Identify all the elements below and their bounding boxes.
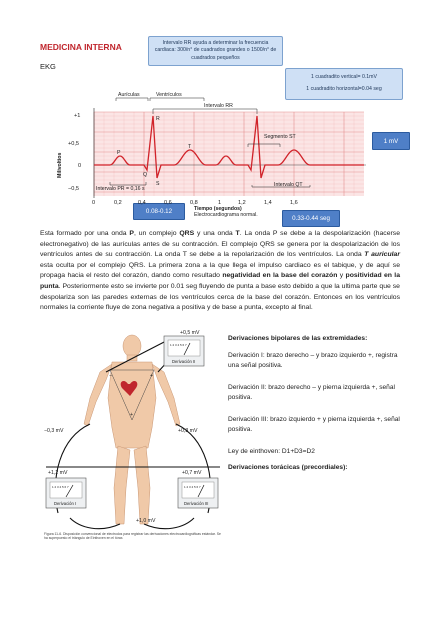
meter-scale: 1 2 3 4 5 6 7 [170,343,187,347]
text-run: y una onda [194,230,236,237]
body-paragraph [40,229,400,314]
voltage-bottom: +1,0 mV [136,518,156,524]
galvanometer-top [164,336,204,366]
x-tick: 0,2 [114,200,122,206]
label-p-wave: P [117,150,121,156]
one-mv-text: 1 mV [383,137,399,145]
x-tick: 1,6 [290,200,298,206]
voltage-top: +0,5 mV [180,330,200,336]
section-title: MEDICINA INTERNA [40,42,122,52]
label-intervalo-qt: Intervalo QT [274,182,303,188]
rr-info-callout [148,36,283,66]
derivacion-3-label: Derivación III [184,501,209,506]
triangle-minus-left: − [109,373,113,379]
derivacion-1-text: Derivación I: brazo derecho – y brazo izquierdo +, registra una señal positiva. [228,352,398,370]
qt-duration-text: 0.33-0.44 seg [292,215,330,222]
voltage-bottom-left: +1,2 mV [48,470,68,476]
label-segmento-st: Segmento ST [264,134,296,140]
derivacion-2-text: Derivación II: brazo derecho – y pierna izquierda +, señal positiva. [228,384,395,402]
y-axis-label: Milivoltios [57,152,63,178]
derivacion-1-label: Derivación I [54,501,77,506]
einthoven-text: Ley de einthoven: D1+D3=D2 [228,448,315,455]
y-tick: −0,5 [68,186,80,192]
y-tick: 0 [78,163,82,169]
text-run-bold: T [235,230,240,237]
text-run: , un complejo [134,230,180,237]
text-run-bold: QRS [179,230,195,237]
leads-figure [40,328,224,550]
x-tick: 1 [218,200,222,206]
x-axis-label: Tiempo (segundos) [194,206,242,212]
label-intervalo-pr: Intervalo PR = 0,16 s [96,186,145,192]
one-mv-callout [372,132,410,150]
triangle-plus-right: + [150,373,154,379]
derivacion-2-label: Derivación II [172,359,196,364]
text-run: esta oculta por el complejo QRS. La primera zona a la que llega el impulso cardiaco es el tabique, y de aquí se propaga hacia el resto del corazón, dando como resultado [40,261,400,280]
meter-scale: 1 2 3 4 5 6 7 [184,485,201,489]
galvanometer-left [46,478,86,508]
text-run: y [337,272,346,280]
label-t-wave: T [188,144,192,150]
y-tick: +0,5 [68,141,80,147]
figure-caption: Figura 11-6. Disposición convencional de electrodos para registrar las derivaciones electrocardiográficas estándar. Se ha superpuesto el triángulo de Einthoven en el tórax. [44,532,221,541]
text-run: Esta formado por una onda [40,230,130,237]
rr-info-text: Intervalo RR ayuda a determinar la frecuencia cardiaca: 300/n° de cuadrados grandes o 1500/n° de cuadrados pequeños [154,40,277,61]
label-q-wave: Q [143,172,148,178]
galvanometer-right [178,478,218,508]
x-tick: 0,6 [164,200,172,206]
text-run-bold: P [129,230,134,237]
heading-bipolares: Derivaciones bipolares de las extremidades: [228,335,368,342]
text-run-bold: negatividad en la base del corazón [222,272,338,280]
ecg-diagram [52,86,374,218]
label-intervalo-rr: Intervalo RR [204,103,233,109]
x-tick: 1,4 [264,200,272,206]
text-run: . Posteriormente esto se invierte por 0.01 seg fluyendo de punta a base esto debido a que la ultima parte que se despolariza son las paredes externas de los ventrículos cerca de la base del corazón. Entonces en los ventrículos normales la corriente fluye de zona negativa a positiva y de base a punta, excepto al final. [40,282,400,312]
squares-vertical-text: 1 cuadradito vertical= 0.1mV [311,74,377,81]
ecg-grid-bg [94,112,364,196]
x-tick: 0,4 [138,200,146,206]
x-tick: 0,8 [190,200,198,206]
voltage-right: +0,3 mV [178,428,198,434]
label-auriculas: Aurículas [118,92,140,98]
label-s-wave: S [156,181,160,187]
y-tick: +1 [74,113,81,119]
heading-toracicas: Derivaciones torácicas (precordiales): [228,464,348,471]
text-run-bold: positividad en la punta [40,272,400,290]
subtitle: EKG [40,62,56,71]
voltage-bottom-right: +0,7 mV [182,470,202,476]
text-run: . La onda P se debe a la despolarización (hacerse electronegativo) de las aurículas antes de su contracción. El complejo QRS se genera por la despolarización de los ventrículos antes de su contracción. La onda T se debe a la repolarización de los ventrículos. La onda [40,230,401,259]
qrs-duration-text: 0.08-0.12 [145,208,173,215]
squares-horizontal-text: 1 cuadradito horizontal=0.04 seg [306,86,382,93]
meter-scale: 1 2 3 4 5 6 7 [52,485,69,489]
x-tick: 0 [92,200,96,206]
label-r-wave: R [156,116,160,122]
label-ventriculos: Ventrículos [156,92,182,98]
text-run-bold-italic: T auricular [364,251,400,259]
triangle-plus-bottom: + [130,412,134,418]
x-tick: 1,2 [238,200,246,206]
voltage-left: −0,3 mV [44,428,64,434]
x-axis-label-2: Electrocardiograma normal. [194,212,258,218]
derivacion-3-text: Derivación III: brazo izquierdo + y pierna izquierda +, señal positiva. [228,416,400,434]
